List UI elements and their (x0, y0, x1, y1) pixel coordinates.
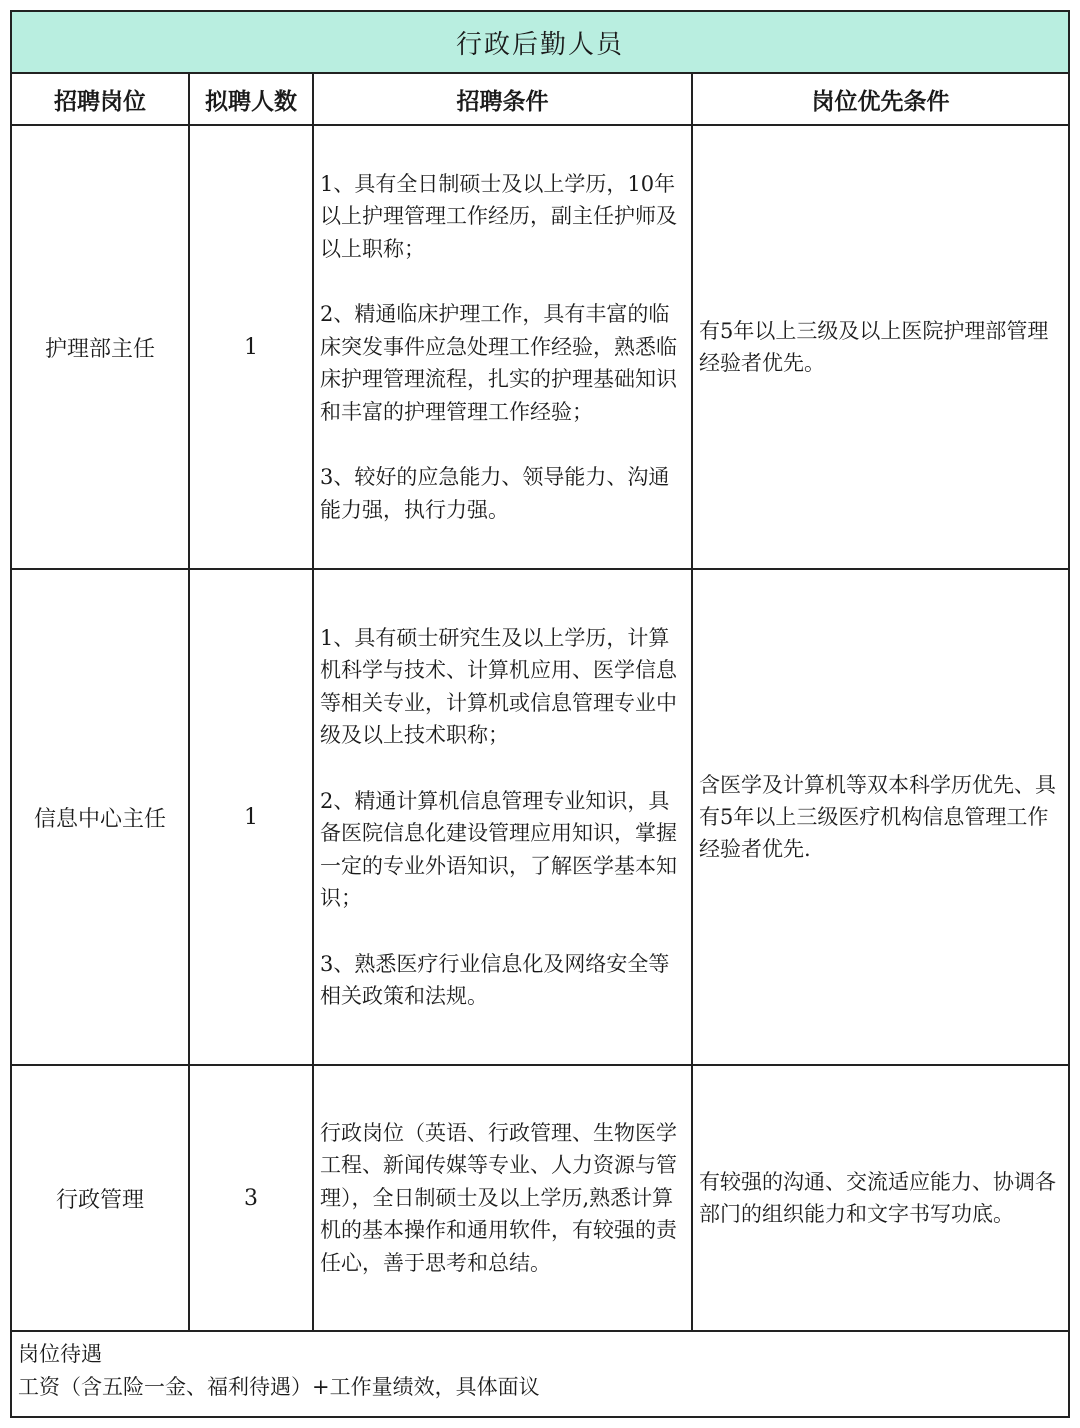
benefits-section (18, 1338, 540, 1404)
requirement-item: 3、较好的应急能力、领导能力、沟通能力强，执行力强。 (320, 465, 670, 522)
table-title: 行政后勤人员 (12, 12, 1068, 74)
requirement-item: 2、精通计算机信息管理专业知识，具备医院信息化建设管理应用知识，掌握一定的专业外语知识，了解医学基本知识； (320, 788, 677, 910)
benefits-heading: 岗位待遇 (18, 1342, 102, 1366)
table-row (12, 125, 1068, 569)
count-cell: 3 (189, 1065, 313, 1331)
position-cell: 信息中心主任 (12, 569, 189, 1065)
position-cell: 行政管理 (12, 1065, 189, 1331)
count-cell: 1 (189, 569, 313, 1065)
col-header-count: 拟聘人数 (189, 74, 313, 125)
requirements-cell (313, 569, 692, 1065)
position-cell: 护理部主任 (12, 125, 189, 569)
requirement-item: 1、具有全日制硕士及以上学历，10年以上护理管理工作经历，副主任护师及以上职称； (320, 171, 677, 261)
requirement-item: 3、熟悉医疗行业信息化及网络安全等相关政策和法规。 (320, 951, 670, 1008)
requirements-cell (313, 1065, 692, 1331)
count-cell: 1 (189, 125, 313, 569)
header-row (12, 74, 1068, 125)
recruitment-table (12, 74, 1068, 1332)
preference-cell: 有较强的沟通、交流适应能力、协调各部门的组织能力和文字书写功底。 (692, 1065, 1068, 1331)
table-row (12, 1065, 1068, 1331)
recruitment-table-page (10, 10, 1070, 1418)
col-header-preference: 岗位优先条件 (692, 74, 1068, 125)
col-header-requirements: 招聘条件 (313, 74, 692, 125)
requirement-item: 行政岗位（英语、行政管理、生物医学工程、新闻传媒等专业、人力资源与管理），全日制硕士及以上学历,熟悉计算机的基本操作和通用软件，有较强的责任心，善于思考和总结。 (320, 1120, 677, 1275)
benefits-text: 工资（含五险一金、福利待遇）+工作量绩效，具体面议 (18, 1375, 540, 1399)
requirement-item: 1、具有硕士研究生及以上学历，计算机科学与技术、计算机应用、医学信息等相关专业，计算机或信息管理专业中级及以上技术职称； (320, 625, 677, 747)
col-header-position: 招聘岗位 (12, 74, 189, 125)
requirement-item: 2、精通临床护理工作，具有丰富的临床突发事件应急处理工作经验，熟悉临床护理管理流程，扎实的护理基础知识和丰富的护理管理工作经验； (320, 302, 677, 424)
preference-cell: 含医学及计算机等双本科学历优先、具有5年以上三级医疗机构信息管理工作经验者优先. (692, 569, 1068, 1065)
preference-cell: 有5年以上三级及以上医院护理部管理经验者优先。 (692, 125, 1068, 569)
requirements-cell (313, 125, 692, 569)
table-row (12, 569, 1068, 1065)
